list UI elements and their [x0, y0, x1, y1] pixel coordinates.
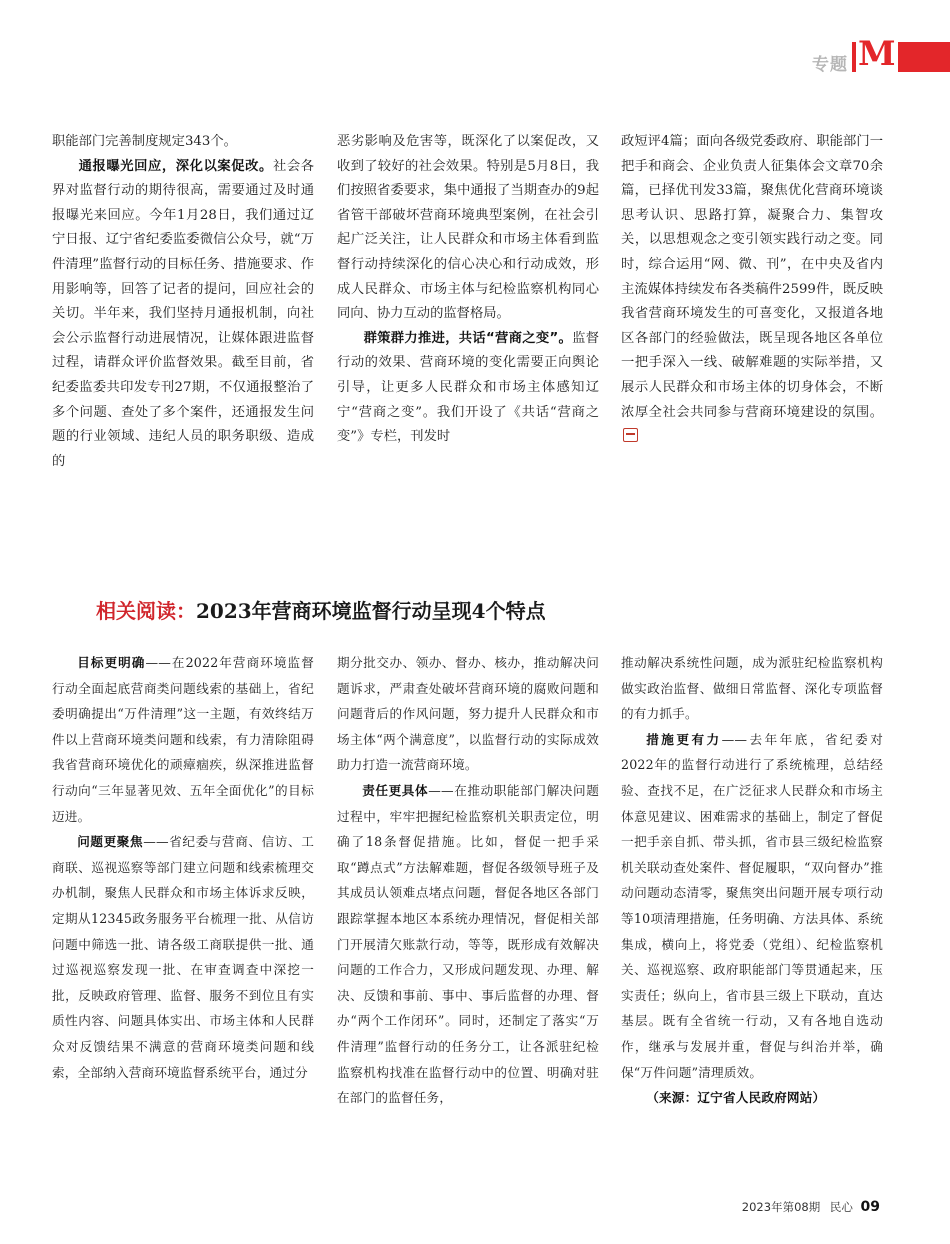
paragraph: 目标更明确——在2022年营商环境监督行动全面起底营商类问题线索的基础上，省纪委明确提出“万件清理”这一主题，有效终结万件以上营商环境类问题和线索，有力清除阻碍我省营商环境优化的顽瘴痼疾，纵深推进监督行动向“三年显著见效、五年全面优化”的目标迈进。	[52, 655, 315, 824]
paragraph: 推动解决系统性问题，成为派驻纪检监察机构做实政治监督、做细日常监督、深化专项监督的有力抓手。	[621, 655, 883, 722]
page-number: 09	[860, 1199, 880, 1215]
paragraph-heading: 责任更具体	[362, 782, 429, 798]
article-end-icon	[623, 428, 638, 442]
paragraph: 措施更有力——去年年底，省纪委对2022年的监督行动进行了系统梳理，总结经验、查找不足，在广泛征求人民群众和市场主体意见建议、困难需求的基础上，制定了督促一把手亲自抓、带头抓，省市县三级纪检监察机关联动查处案件、督促履职，“双向督办”推动问题动态清零，聚焦突出问题开展专项行动等10项清理措施，任务明确、方法具体、系统集成，横向上，将党委（党组）、纪检监察机关、巡视巡察、政府职能部门等贯通起来，压实责任；纵向上，省市县三级上下联动，直达基层。既有全省统一行动，又有各地自选动作，继承与发展并重，督促与纠治并举，确保“万件问题”清理质效。	[621, 731, 883, 1080]
article-column-2	[337, 130, 599, 450]
source-line: （来源：辽宁省人民政府网站）	[646, 1090, 826, 1106]
paragraph: 群策群力推进，共话“营商之变”。监督行动的效果、营商环境的变化需要正向舆论引导，让更多人民群众和市场主体感知辽宁“营商之变”。我们开设了《共话“营商之变”》专栏，刊发时	[337, 330, 600, 445]
paragraph-heading: 问题更聚焦	[77, 834, 144, 850]
paragraph: 问题更聚焦——省纪委与营商、信访、工商联、巡视巡察等部门建立问题和线索梳理交办机制，聚焦人民群众和市场主体诉求反映，定期从12345政务服务平台梳理一批、从信访问题中筛选一批、请各级工商联提供一批、通过巡视巡察发现一批、在审查调查中深挖一批，反映政府管理、监督、服务不到位且有实质性内容、问题具体实出、市场主体和人民群众对反馈结果不满意的营商环境类问题和线索，全部纳入营商环境监督系统平台，通过分	[52, 834, 315, 1080]
article-column-3	[621, 130, 883, 450]
paragraph-heading: 措施更有力	[646, 731, 722, 747]
page-footer	[742, 1199, 880, 1215]
related-column-2	[337, 650, 599, 1111]
magazine-name: 民心	[829, 1200, 853, 1214]
paragraph-heading: 目标更明确	[77, 655, 146, 670]
paragraph-heading: 群策群力推进，共话“营商之变”。	[363, 330, 573, 346]
related-column-1	[52, 650, 314, 1085]
brand-logo: M	[858, 34, 896, 74]
paragraph-heading: 通报曝光回应，深化以案促改。	[78, 158, 273, 174]
related-reading-title	[96, 595, 546, 624]
paragraph: 责任更具体——在推动职能部门解决问题过程中，牢牢把握纪检监察机关职责定位，明确了18条督促措施。比如，督促一把手采取“蹲点式”方法解难题，督促各级领导班子及其成员认领难点堵点问题，督促各地区各部门跟踪掌握本地区本系统办理情况，督促相关部门开展清欠账款行动，等等，既形成有效解决问题的工作合力，又形成问题发现、办理、解决、反馈和事前、事中、事后监督的办理、督办“两个工作闭环”。同时，还制定了落实“万件清理”监督行动的任务分工，让各派驻纪检监察机构找准在监督行动中的位置、明确对驻在部门的监督任务，	[337, 782, 600, 1106]
paragraph: 政短评4篇；面向各级党委政府、职能部门一把手和商会、企业负责人征集体会文章70余篇，已择优刊发33篇，聚焦优化营商环境谈思考认识、思路打算，凝聚合力、集智攻关，以思想观念之变引领实践行动之变。同时，综合运用“网、微、刊”，在中央及省内主流媒体持续发布各类稿件2599件，既反映我省营商环境发生的可喜变化，又报道各地区各部门的经验做法，既呈现各地区各单位一把手深入一线、破解难题的实际举措，又展示人民群众和市场主体的切身体会，不断浓厚全社会共同参与营商环境建设的氛围。	[621, 130, 883, 450]
paragraph: 恶劣影响及危害等，既深化了以案促改，又收到了较好的社会效果。特别是5月8日，我们按照省委要求，集中通报了当期查办的9起省管干部破坏营商环境典型案例，在社会引起广泛关注，让人民群众和市场主体看到监督行动持续深化的信心决心和行动成效，形成人民群众、市场主体与纪检监察机构同心同向、协力互动的监督格局。	[337, 134, 599, 322]
paragraph: 职能部门完善制度规定343个。	[52, 134, 237, 149]
related-column-3	[621, 650, 883, 1111]
paragraph: 通报曝光回应，深化以案促改。社会各界对监督行动的期待很高，需要通过及时通报曝光来回应。今年1月28日，我们通过辽宁日报、辽宁省纪委监委微信公众号，就“万件清理”监督行动的目标任务、措施要求、作用影响等，回答了记者的提问，回应社会的关切。半年来，我们坚持月通报机制，向社会公示监督行动进展情况，让媒体跟进监督过程，请群众评价监督效果。截至目前，省纪委监委共印发专刊27期，不仅通报整治了多个问题、查处了多个案件，还通报发生问题的行业领域、违纪人员的职务职级、造成的	[52, 158, 315, 469]
related-reading-heading: 2023年营商环境监督行动呈现4个特点	[196, 599, 546, 623]
paragraph: 期分批交办、领办、督办、核办，推动解决问题诉求，严肃查处破坏营商环境的腐败问题和问题背后的作风问题，努力提升人民群众和市场主体“两个满意度”，以监督行动的实际成效助力打造一流营商环境。	[337, 655, 599, 773]
section-label: 专题	[812, 55, 848, 75]
article-column-1	[52, 130, 314, 474]
related-reading-prefix: 相关阅读：	[96, 599, 196, 623]
issue-label: 2023年第08期	[741, 1200, 821, 1214]
